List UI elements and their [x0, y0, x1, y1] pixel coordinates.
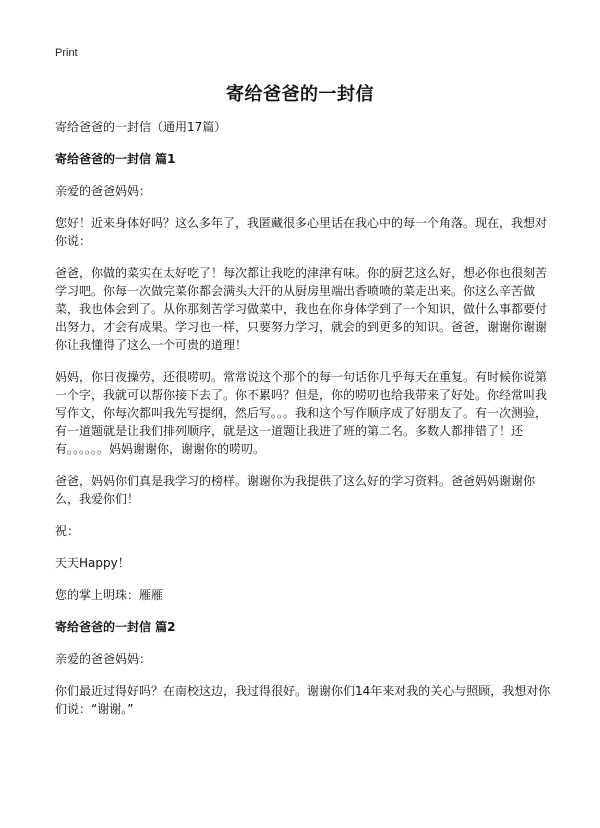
page-title: 寄给爸爸的一封信: [226, 84, 374, 105]
paragraph: 您好！近来身体好吗？这么多年了，我匿藏很多心里话在我心中的每一个角落。现在，我想对你说：: [55, 216, 548, 248]
paragraph: 爸爸，你做的菜实在太好吃了！每次都让我吃的津津有味。你的厨艺这么好，想必你也很刻苦学习吧。你每一次做完菜你都会满头大汗的从厨房里端出香喷喷的菜走出来。你这么辛苦做菜，我也体会到了。从你那刻苦学习做菜中，我也在你身体学到了一个知识，做什么事都要付出努力，才会有成果。学习也一样，只要努力学习，就会的到更多的知识。爸爸，谢谢你谢谢你让我懂得了这么一个可贵的道理！: [55, 266, 548, 352]
print-link[interactable]: Print: [55, 47, 78, 59]
article-heading: 寄给爸爸的一封信 篇1: [55, 152, 176, 166]
paragraph: 爸爸，妈妈你们真是我学习的榜样。谢谢你为我提供了这么好的学习资料。爸爸妈妈谢谢你么，我爱你们！: [55, 474, 536, 506]
closing: 祝：: [55, 524, 80, 538]
wish: 天天Happy！: [55, 556, 130, 570]
paragraph: 你们最近过得好吗？在南校这边，我过得很好。谢谢你们14年来对我的关心与照顾，我想对你们说：“谢谢。”: [55, 684, 551, 716]
paragraph: 妈妈，你日夜操劳，还很唠叨。常常说这个那个的每一句话你几乎每天在重复。有时候你说第一个字，我就可以帮你接下去了。你不累吗？但是，你的唠叨也给我带来了好处。你经常叫我写作文，你每次都叫我先写提纲，然后写。。。我和这个写作顺序成了好朋友了。有一次测验，有一道题就是让我们排列顺序，就是这一道题让我进了班的第二名。多数人都排错了！还有。。。。。。妈妈谢谢你，谢谢你的唠叨。: [55, 370, 548, 456]
document-subtitle: 寄给爸爸的一封信（通用17篇）: [55, 120, 227, 134]
document-body: [55, 118, 555, 732]
signature: 您的掌上明珠：雁雁: [55, 588, 164, 602]
greeting: 亲爱的爸爸妈妈：: [55, 652, 152, 666]
article-heading: 寄给爸爸的一封信 篇2: [55, 620, 176, 634]
greeting: 亲爱的爸爸妈妈：: [55, 184, 152, 198]
